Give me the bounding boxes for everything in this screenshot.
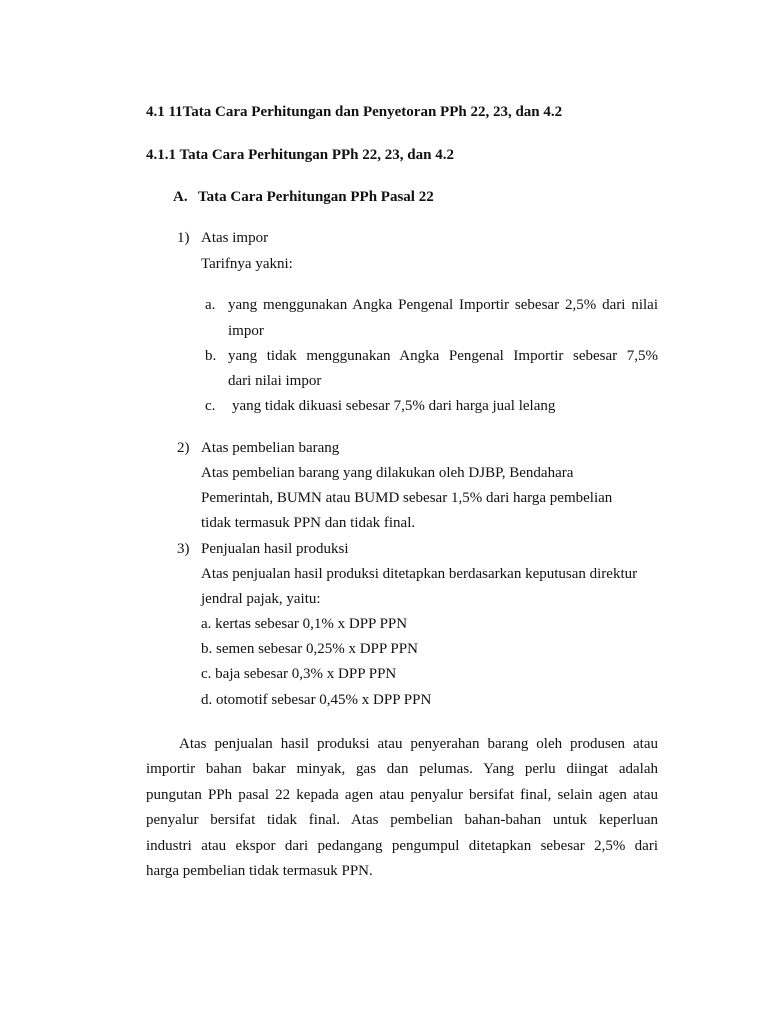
subitem-b-line2: dari nilai impor bbox=[228, 373, 322, 389]
paragraph-line: industri atau ekspor dari pedangang pengumpul ditetapkan sebesar 2,5% dari bbox=[146, 838, 658, 854]
paragraph-line: pungutan PPh pasal 22 kepada agen atau penyalur bersifat final, selain agen atau bbox=[146, 787, 658, 803]
subitem-c-line1: yang tidak dikuasi sebesar 7,5% dari harga jual lelang bbox=[232, 398, 556, 414]
paragraph-line: Atas penjualan hasil produksi atau penyerahan barang oleh produsen atau bbox=[179, 736, 658, 752]
section-a-title: Tata Cara Perhitungan PPh Pasal 22 bbox=[198, 189, 434, 205]
paragraph-line-last: harga pembelian tidak termasuk PPN. bbox=[146, 863, 373, 879]
subitem-a-line1: yang menggunakan Angka Pengenal Importir sebesar 2,5% dari nilai bbox=[228, 297, 658, 313]
section-a-marker: A. bbox=[173, 189, 188, 205]
item-2-line: Atas pembelian barang yang dilakukan oleh DJBP, Bendahara bbox=[201, 465, 574, 481]
paragraph-line: penyalur bersifat tidak final. Atas pembelian bahan-bahan untuk keperluan bbox=[146, 812, 658, 828]
item-2-line: Pemerintah, BUMN atau BUMD sebesar 1,5% dari harga pembelian bbox=[201, 490, 613, 506]
item-2-line: tidak termasuk PPN dan tidak final. bbox=[201, 515, 416, 531]
item-2-marker: 2) bbox=[177, 440, 190, 456]
rate-item: b. semen sebesar 0,25% x DPP PPN bbox=[201, 641, 418, 657]
subitem-b-marker: b. bbox=[205, 348, 217, 364]
item-1-intro: Tarifnya yakni: bbox=[201, 256, 293, 272]
subitem-b-line1: yang tidak menggunakan Angka Pengenal Importir sebesar 7,5% bbox=[228, 348, 658, 364]
rate-item: a. kertas sebesar 0,1% x DPP PPN bbox=[201, 616, 408, 632]
item-1-title: Atas impor bbox=[201, 230, 269, 246]
item-3-line: jendral pajak, yaitu: bbox=[201, 591, 321, 607]
subitem-a-line2: impor bbox=[228, 323, 264, 339]
rate-item: d. otomotif sebesar 0,45% x DPP PPN bbox=[201, 692, 432, 708]
item-1-marker: 1) bbox=[177, 230, 190, 246]
rate-item: c. baja sebesar 0,3% x DPP PPN bbox=[201, 666, 397, 682]
heading-main: 4.1 11Tata Cara Perhitungan dan Penyetoran PPh 22, 23, dan 4.2 bbox=[146, 104, 563, 120]
item-3-line: Atas penjualan hasil produksi ditetapkan berdasarkan keputusan direktur bbox=[201, 566, 638, 582]
item-3-title: Penjualan hasil produksi bbox=[201, 541, 349, 557]
paragraph-line: importir bahan bakar minyak, gas dan pelumas. Yang perlu diingat adalah bbox=[146, 761, 658, 777]
subitem-c-marker: c. bbox=[205, 398, 216, 414]
item-3-marker: 3) bbox=[177, 541, 190, 557]
heading-sub: 4.1.1 Tata Cara Perhitungan PPh 22, 23, dan 4.2 bbox=[146, 147, 454, 163]
item-2-title: Atas pembelian barang bbox=[201, 440, 340, 456]
subitem-a-marker: a. bbox=[205, 297, 216, 313]
